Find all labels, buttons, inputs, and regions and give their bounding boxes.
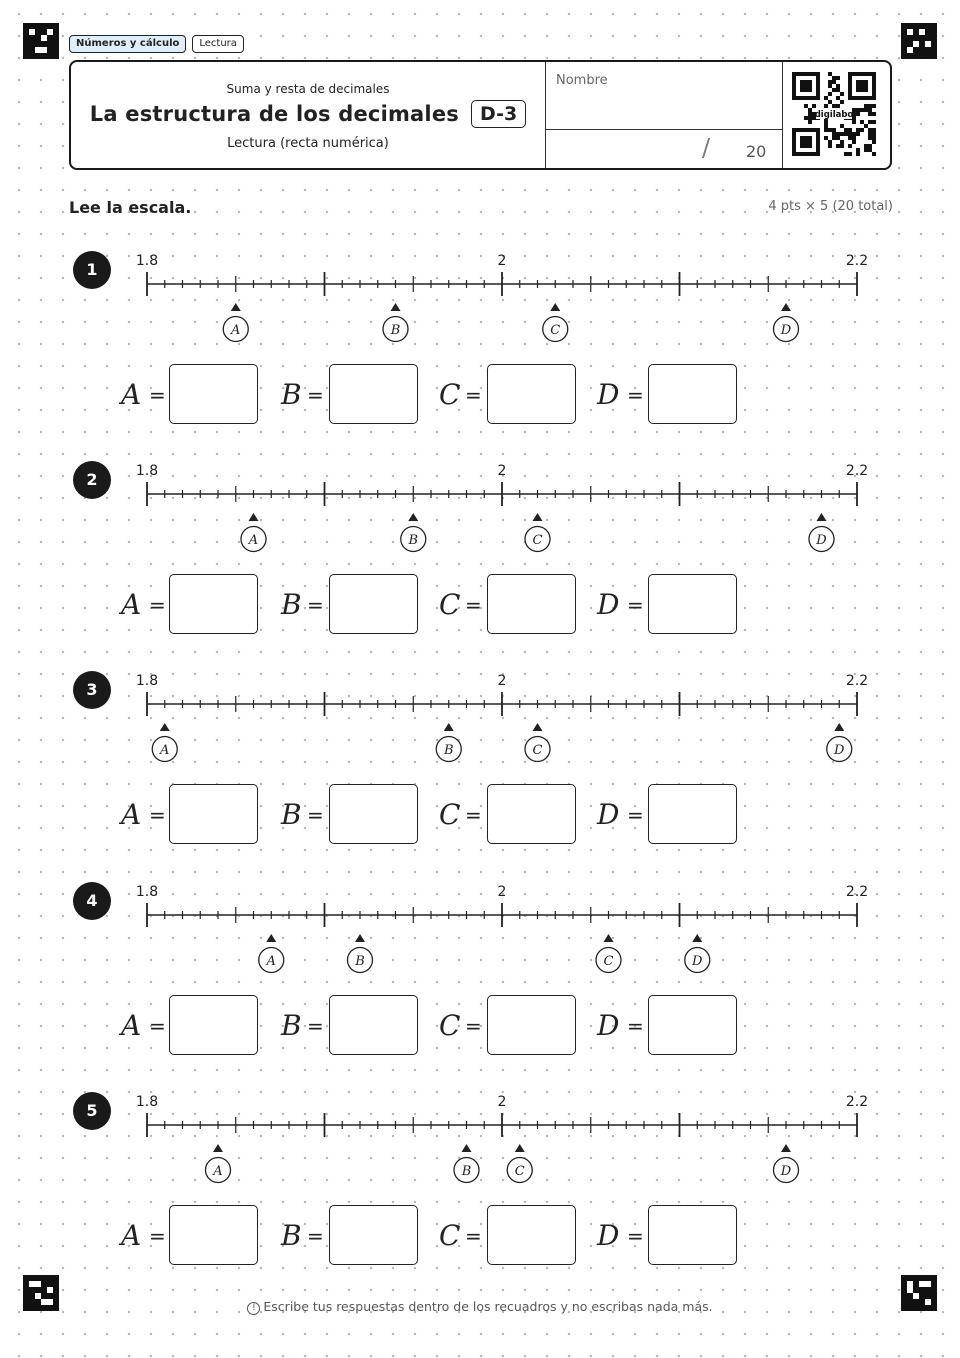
equals-sign: = xyxy=(149,1014,166,1038)
scale-label: 1.8 xyxy=(135,884,159,900)
marker-pointer xyxy=(391,303,401,311)
answer-box-d[interactable] xyxy=(648,1205,737,1265)
marker-pointer xyxy=(533,513,543,521)
answer-label-c: C xyxy=(439,1009,461,1042)
answer-label-b: B xyxy=(281,1219,302,1252)
marker-b: B xyxy=(355,954,365,969)
equals-sign: = xyxy=(307,383,324,407)
marker-b: B xyxy=(390,323,401,338)
scale-label: 2 xyxy=(497,463,507,479)
marker-a: A xyxy=(213,1164,223,1179)
equals-sign: = xyxy=(307,593,324,617)
marker-pointer xyxy=(160,723,170,731)
number-line xyxy=(0,460,960,560)
marker-d: D xyxy=(780,323,792,338)
marker-pointer xyxy=(533,723,543,731)
marker-pointer xyxy=(355,934,365,942)
scale-label: 1.8 xyxy=(135,253,159,269)
qr-code-icon xyxy=(792,72,876,156)
equals-sign: = xyxy=(307,1014,324,1038)
number-line xyxy=(0,881,960,981)
answer-label-c: C xyxy=(439,798,461,831)
answer-label-a: A xyxy=(121,1009,142,1042)
answer-box-b[interactable] xyxy=(329,784,418,844)
marker-pointer xyxy=(781,1144,791,1152)
equals-sign: = xyxy=(627,593,644,617)
marker-a: A xyxy=(160,743,170,758)
problem-1 xyxy=(0,250,960,450)
answer-box-a[interactable] xyxy=(169,574,258,634)
answer-box-b[interactable] xyxy=(329,1205,418,1265)
instruction-text: Lee la escala. xyxy=(69,198,192,217)
number-line xyxy=(0,1091,960,1191)
scale-label: 2 xyxy=(497,253,507,269)
number-line xyxy=(0,250,960,350)
scale-label: 2.2 xyxy=(845,673,869,689)
problem-2 xyxy=(0,460,960,660)
answer-label-b: B xyxy=(281,1009,302,1042)
scale-label: 1.8 xyxy=(135,673,159,689)
marker-a: A xyxy=(248,533,259,548)
problem-number: 4 xyxy=(73,882,111,920)
equals-sign: = xyxy=(465,593,482,617)
answer-box-c[interactable] xyxy=(487,784,576,844)
category-tags xyxy=(69,35,244,53)
marker-pointer xyxy=(444,723,454,731)
points-info: 4 pts × 5 (20 total) xyxy=(768,199,893,214)
topic-label: Lectura (recta numérica) xyxy=(227,136,389,151)
title-block xyxy=(71,62,545,168)
answer-label-d: D xyxy=(597,378,620,411)
answer-label-a: A xyxy=(121,378,142,411)
marker-c: C xyxy=(532,743,543,758)
answer-box-d[interactable] xyxy=(648,574,737,634)
scale-label: 1.8 xyxy=(135,1094,159,1110)
footer-note xyxy=(0,1299,960,1315)
answer-box-b[interactable] xyxy=(329,364,418,424)
marker-pointer xyxy=(408,513,418,521)
answer-label-c: C xyxy=(439,378,461,411)
answer-box-c[interactable] xyxy=(487,1205,576,1265)
answer-label-c: C xyxy=(439,588,461,621)
marker-pointer xyxy=(515,1144,525,1152)
answer-label-a: A xyxy=(121,588,142,621)
answer-label-b: B xyxy=(281,378,302,411)
answer-box-a[interactable] xyxy=(169,995,258,1055)
answer-box-a[interactable] xyxy=(169,364,258,424)
name-score-block xyxy=(545,62,783,168)
marker-a: A xyxy=(266,954,276,969)
problem-number: 5 xyxy=(73,1092,111,1130)
equals-sign: = xyxy=(465,383,482,407)
equals-sign: = xyxy=(149,1224,166,1248)
marker-d: D xyxy=(834,743,845,758)
marker-b: B xyxy=(461,1164,472,1179)
answer-box-c[interactable] xyxy=(487,364,576,424)
answer-label-b: B xyxy=(281,798,302,831)
corner-marker-top-right xyxy=(901,23,937,59)
answer-box-a[interactable] xyxy=(169,784,258,844)
unit-subtitle: Suma y resta de decimales xyxy=(226,82,390,96)
scale-label: 2.2 xyxy=(845,463,869,479)
marker-pointer xyxy=(213,1144,223,1152)
marker-pointer xyxy=(249,513,259,521)
problem-3 xyxy=(0,670,960,870)
alert-icon: ! xyxy=(247,1302,260,1315)
answer-label-c: C xyxy=(439,1219,461,1252)
marker-pointer xyxy=(266,934,276,942)
scale-label: 2.2 xyxy=(845,884,869,900)
marker-pointer xyxy=(692,934,702,942)
tag-skill: Lectura xyxy=(192,35,244,53)
answer-label-d: D xyxy=(597,1009,620,1042)
equals-sign: = xyxy=(465,803,482,827)
problem-5 xyxy=(0,1091,960,1291)
marker-pointer xyxy=(834,723,844,731)
answer-box-a[interactable] xyxy=(169,1205,258,1265)
answer-label-d: D xyxy=(597,798,620,831)
scale-label: 2 xyxy=(497,1094,507,1110)
answer-label-d: D xyxy=(597,588,620,621)
marker-d: D xyxy=(692,954,703,969)
equals-sign: = xyxy=(627,383,644,407)
scale-label: 2.2 xyxy=(845,1094,869,1110)
marker-b: B xyxy=(443,743,454,758)
marker-c: C xyxy=(532,533,543,548)
problem-4 xyxy=(0,881,960,1081)
answer-box-d[interactable] xyxy=(648,995,737,1055)
answer-box-b[interactable] xyxy=(329,995,418,1055)
marker-d: D xyxy=(816,533,827,548)
marker-pointer xyxy=(604,934,614,942)
marker-c: C xyxy=(603,954,614,969)
marker-pointer xyxy=(231,303,241,311)
marker-b: B xyxy=(408,533,419,548)
corner-marker-top-left xyxy=(23,23,59,59)
scale-label: 2 xyxy=(497,673,507,689)
answer-label-b: B xyxy=(281,588,302,621)
equals-sign: = xyxy=(465,1014,482,1038)
answer-box-d[interactable] xyxy=(648,364,737,424)
scale-label: 1.8 xyxy=(135,463,159,479)
scale-label: 2 xyxy=(497,884,507,900)
marker-d: D xyxy=(780,1164,792,1179)
marker-pointer xyxy=(550,303,560,311)
answer-box-c[interactable] xyxy=(487,995,576,1055)
answer-box-d[interactable] xyxy=(648,784,737,844)
problem-number: 3 xyxy=(73,671,111,709)
marker-pointer xyxy=(781,303,791,311)
marker-c: C xyxy=(514,1164,525,1179)
answer-box-c[interactable] xyxy=(487,574,576,634)
equals-sign: = xyxy=(465,1224,482,1248)
equals-sign: = xyxy=(149,383,166,407)
tag-subject: Números y cálculo xyxy=(69,35,186,53)
score-total: 20 xyxy=(746,142,767,161)
equals-sign: = xyxy=(627,803,644,827)
page-title: La estructura de los decimales xyxy=(89,102,459,126)
marker-pointer xyxy=(817,513,827,521)
name-field[interactable]: Nombre xyxy=(556,73,608,88)
marker-c: C xyxy=(550,323,561,338)
equals-sign: = xyxy=(627,1014,644,1038)
marker-pointer xyxy=(462,1144,472,1152)
number-line xyxy=(0,670,960,770)
answer-label-a: A xyxy=(121,798,142,831)
equals-sign: = xyxy=(149,803,166,827)
answer-label-a: A xyxy=(121,1219,142,1252)
equals-sign: = xyxy=(307,1224,324,1248)
worksheet-code: D-3 xyxy=(471,100,526,128)
score-slash: / xyxy=(702,134,711,162)
qr-text: digilabo xyxy=(814,110,854,120)
problem-number: 1 xyxy=(73,251,111,289)
footer-text: Escribe tus respuestas dentro de los recuadros y no escribas nada más. xyxy=(263,1299,713,1314)
problem-number: 2 xyxy=(73,461,111,499)
answer-label-d: D xyxy=(597,1219,620,1252)
equals-sign: = xyxy=(307,803,324,827)
marker-a: A xyxy=(231,323,241,338)
answer-box-b[interactable] xyxy=(329,574,418,634)
equals-sign: = xyxy=(149,593,166,617)
scale-label: 2.2 xyxy=(845,253,869,269)
equals-sign: = xyxy=(627,1224,644,1248)
worksheet-header xyxy=(69,60,892,170)
